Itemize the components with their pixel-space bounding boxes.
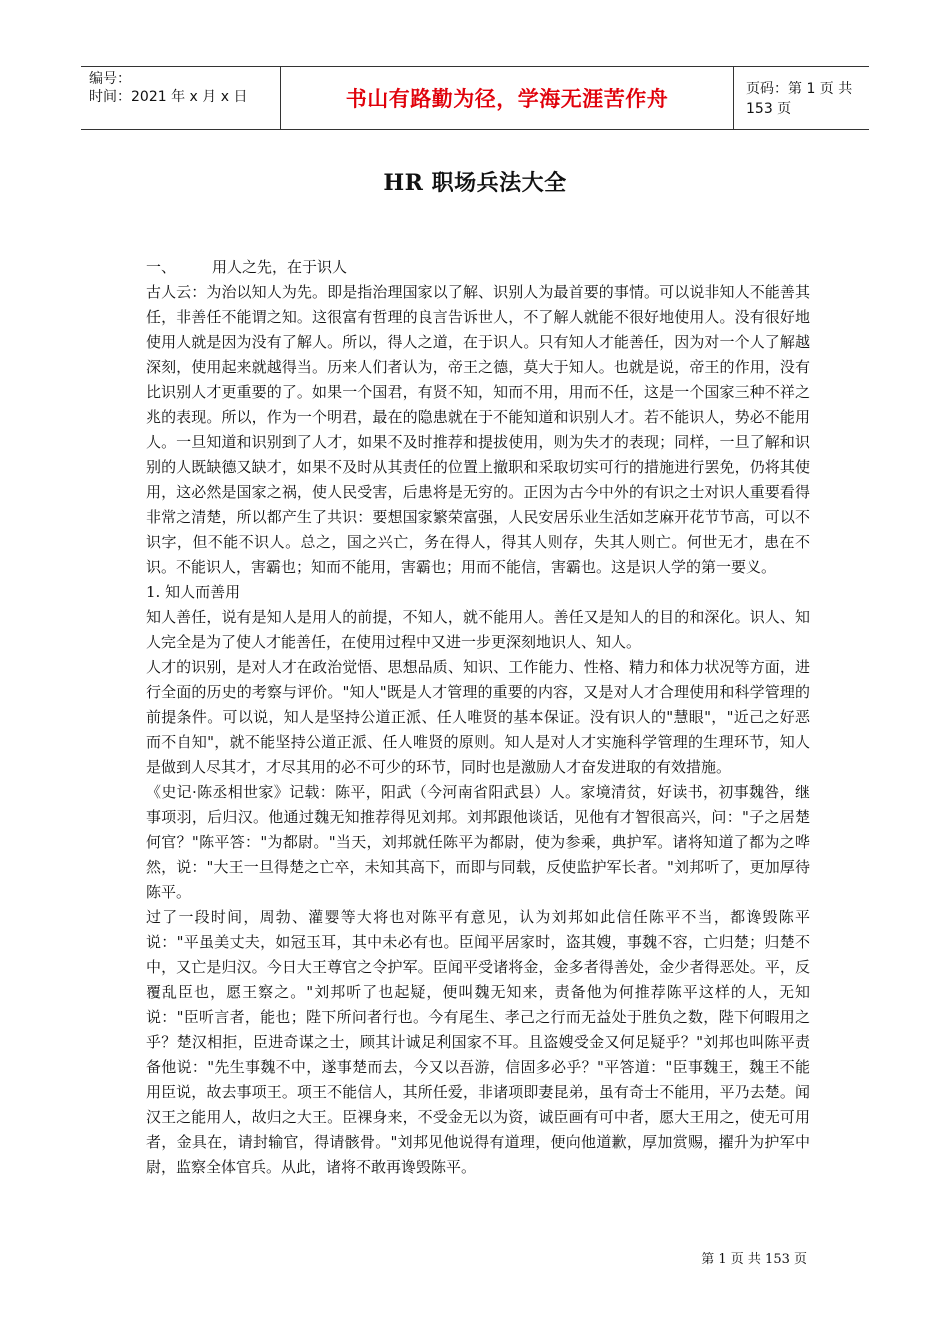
section-heading [146,255,810,280]
paragraph: 知人善任，说有是知人是用人的前提，不知人，就不能用人。善任又是知人的目的和深化。识人、知人完全是为了使人才能善任，在使用过程中又进一步更深刻地识人、知人。 [146,608,810,651]
date-label: 时间：2021 年 x 月 x 日 [89,89,248,105]
paragraph: 古人云：为治以知人为先。即是指治理国家以了解、识别人为最首要的事情。可以说非知人不能善其任，非善任不能谓之知。这很富有哲理的良言告诉世人，不了解人就能不很好地使用人。没有很好地使用人就是因为没有了解人。所以，得人之道，在于识人。只有知人才能善任，因为对一个人了解越深刻，使用起来就越得当。历来人们者认为，帝王之德，莫大于知人。也就是说，帝王的作用，没有比识别人才更重要的了。如果一个国君，有贤不知，知而不用，用而不任，这是一个国家三种不祥之兆的表现。所以，作为一个明君，最在的隐患就在于不能知道和识别人才。若不能识人，势必不能用人。一旦知道和识别到了人才，如果不及时推荐和提拔使用，则为失才的表现；同样，一旦了解和识别的人既缺德又缺才，如果不及时从其责任的位置上撤职和采取切实可行的措施进行罢免，仍将其使用，这必然是国家之祸，使人民受害，后患将是无穷的。正因为古今中外的有识之士对识人重要看得非常之清楚，所以都产生了共识：要想国家繁荣富强，人民安居乐业生活如芝麻开花节节高，可以不识字，但不能不识人。总之，国之兴亡，务在得人，得其人则存，失其人则亡。何世无才，患在不识。不能识人，害霸也；知而不能用，害霸也；用而不能信，害霸也。这是识人学的第一要义。 [146,283,810,576]
header-page-info: 页码：第 1 页 共 153 页 [746,81,853,117]
header-motto [281,67,734,129]
document-title: HR 职场兵法大全 [383,170,567,196]
motto-text: 书山有路勤为径，学海无涯苦作舟 [345,87,669,111]
paragraph: 《史记·陈丞相世家》记载：陈平，阳武（今河南省阳武县）人。家境清贫，好读书，初事魏咎，继事项羽，后归汉。他通过魏无知推荐得见刘邦。刘邦跟他谈话，见他有才智很高兴，问："子之居楚何官？"陈平答："为都尉。"当天，刘邦就任陈平为都尉，使为参乘，典护军。诸将知道了都为之哗然，说："大王一旦得楚之亡卒，未知其高下，而即与同载，反使监护军长者。"刘邦听了，更加厚待陈平。 [146,783,810,901]
section-number: 一、 [146,258,177,276]
header-meta [81,67,281,129]
document-body [146,255,810,1180]
paragraph: 人才的识别，是对人才在政治觉悟、思想品质、知识、工作能力、性格、精力和体力状况等方面，进行全面的历史的考察与评价。"知人"既是人才管理的重要的内容，又是对人才合理使用和科学管理的前提条件。可以说，知人是坚持公道正派、任人唯贤的基本保证。没有识人的"慧眼"，"近己之好恶而不自知"，就不能坚持公道正派、任人唯贤的原则。知人是对人才实施科学管理的生理环节，知人是做到人尽其才，才尽其用的必不可少的环节，同时也是激励人才奋发进取的有效措施。 [146,658,810,776]
paragraph: 过了一段时间，周勃、灌婴等大将也对陈平有意见，认为刘邦如此信任陈平不当，都谗毁陈平说："平虽美丈夫，如冠玉耳，其中未必有也。臣闻平居家时，盗其嫂，事魏不容，亡归楚；归楚不中，又亡是归汉。今日大王尊官之令护军。臣闻平受诸将金，金多者得善处，金少者得恶处。平，反覆乱臣也，愿王察之。"刘邦听了也起疑，便叫魏无知来，责备他为何推荐陈平这样的人，无知说："臣听言者，能也；陛下所问者行也。今有尾生、孝己之行而无益处于胜负之数，陛下何暇用之乎？楚汉相拒，臣进奇谋之士，顾其计诚足利国家不耳。且盗嫂受金又何足疑乎？"刘邦也叫陈平责备他说："先生事魏不中，遂事楚而去，今又以吾游，信固多必乎？"平答道："臣事魏王，魏王不能用臣说，故去事项王。项王不能信人，其所任爱，非诸项即妻昆弟，虽有奇士不能用，平乃去楚。闻汉王之能用人，故归之大王。臣裸身来，不受金无以为资，诚臣画有可中者，愿大王用之，使无可用者，金具在，请封输官，得请骸骨。"刘邦见他说得有道理，便向他道歉，厚加赏赐，擢升为护军中尉，监察全体官兵。从此，诸将不敢再谗毁陈平。 [146,908,810,1176]
serial-number-label: 编号： [89,71,131,87]
section-title: 用人之先，在于识人 [212,258,348,276]
page-header [81,66,869,130]
subheading: 1. 知人而善用 [146,583,241,601]
page-footer: 第 1 页 共 153 页 [701,1252,807,1267]
